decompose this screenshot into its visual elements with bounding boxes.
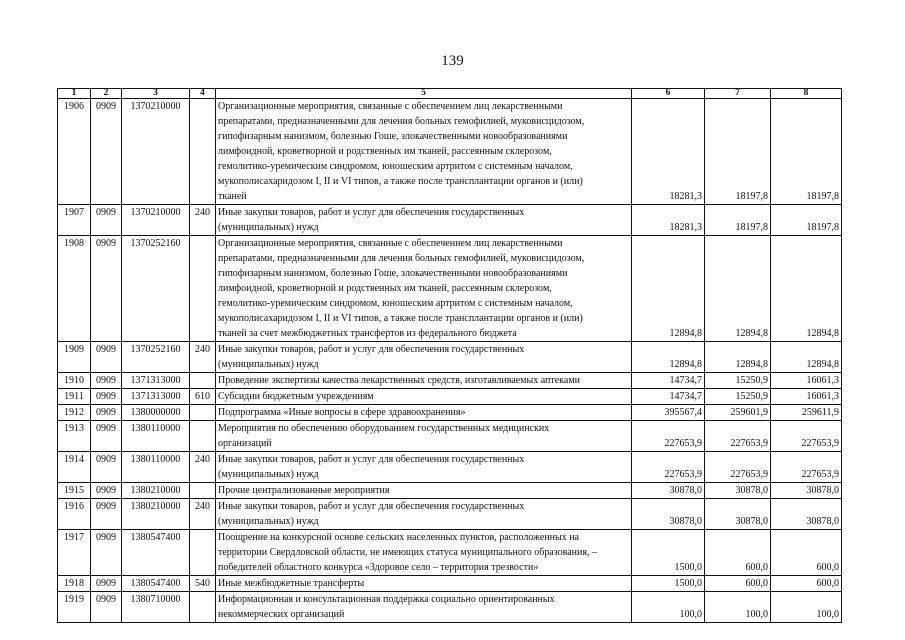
amount-year-1: 12894,8	[632, 342, 705, 373]
amount-year-2: 15250,9	[705, 389, 771, 405]
budget-table	[57, 88, 842, 623]
table-row	[58, 483, 842, 499]
row-number: 1917	[58, 530, 91, 576]
row-number: 1912	[58, 405, 91, 421]
section-code: 0909	[91, 405, 122, 421]
expense-type-code: 240	[190, 499, 216, 530]
section-code: 0909	[91, 205, 122, 236]
amount-year-2: 15250,9	[705, 373, 771, 389]
column-header: 2	[91, 89, 122, 99]
section-code: 0909	[91, 389, 122, 405]
item-name: Иные закупки товаров, работ и услуг для обеспечения государственных (муниципальных) нужд	[216, 342, 632, 373]
target-article-code: 1380110000	[122, 421, 190, 452]
amount-year-2: 12894,8	[705, 342, 771, 373]
amount-year-2: 100,0	[705, 592, 771, 623]
amount-year-1: 30878,0	[632, 483, 705, 499]
amount-year-3: 16061,3	[771, 389, 842, 405]
amount-year-2: 30878,0	[705, 499, 771, 530]
amount-year-1: 30878,0	[632, 499, 705, 530]
expense-type-code: 240	[190, 342, 216, 373]
section-code: 0909	[91, 530, 122, 576]
section-code: 0909	[91, 421, 122, 452]
row-number: 1906	[58, 99, 91, 205]
amount-year-3: 227653,9	[771, 452, 842, 483]
target-article-code: 1380110000	[122, 452, 190, 483]
amount-year-1: 14734,7	[632, 373, 705, 389]
row-number: 1915	[58, 483, 91, 499]
item-name: Мероприятия по обеспечению оборудованием государственных медицинских организаций	[216, 421, 632, 452]
item-name: Иные закупки товаров, работ и услуг для обеспечения государственных (муниципальных) нужд	[216, 205, 632, 236]
section-code: 0909	[91, 576, 122, 592]
expense-type-code: 240	[190, 452, 216, 483]
amount-year-2: 600,0	[705, 576, 771, 592]
amount-year-3: 600,0	[771, 530, 842, 576]
row-number: 1916	[58, 499, 91, 530]
target-article-code: 1380210000	[122, 483, 190, 499]
column-header: 3	[122, 89, 190, 99]
amount-year-3: 18197,8	[771, 205, 842, 236]
item-name: Иные межбюджетные трансферты	[216, 576, 632, 592]
target-article-code: 1370210000	[122, 99, 190, 205]
table-row	[58, 592, 842, 623]
target-article-code: 1380547400	[122, 530, 190, 576]
row-number: 1918	[58, 576, 91, 592]
item-name: Проведение экспертизы качества лекарственных средств, изготавливаемых аптеками	[216, 373, 632, 389]
item-name: Субсидии бюджетным учреждениям	[216, 389, 632, 405]
section-code: 0909	[91, 592, 122, 623]
expense-type-code	[190, 405, 216, 421]
target-article-code: 1370252160	[122, 236, 190, 342]
section-code: 0909	[91, 373, 122, 389]
target-article-code: 1380210000	[122, 499, 190, 530]
expense-type-code	[190, 483, 216, 499]
target-article-code: 1370252160	[122, 342, 190, 373]
table-row	[58, 389, 842, 405]
target-article-code: 1370210000	[122, 205, 190, 236]
expense-type-code: 540	[190, 576, 216, 592]
target-article-code: 1380000000	[122, 405, 190, 421]
expense-type-code	[190, 99, 216, 205]
amount-year-1: 227653,9	[632, 421, 705, 452]
item-name: Информационная и консультационная поддержка социально ориентированных некоммерческих организаций	[216, 592, 632, 623]
section-code: 0909	[91, 499, 122, 530]
amount-year-1: 18281,3	[632, 99, 705, 205]
amount-year-3: 16061,3	[771, 373, 842, 389]
item-name: Организационные мероприятия, связанные с обеспечением лиц лекарственными препаратами, предназначенными для лечения больных гемофилией, муковисцидозом, гипофизарным нанизмом, болезнью Гоше, злокачественными новообразованиями лимфоидной, кроветворной и родственных им тканей, рассеянным склерозом, гемолитико-уремическим синдромом, юношеским артритом с системным началом, мукополисахаридозом I, II и VI типов, а также после трансплантации органов и (или) тканей	[216, 99, 632, 205]
amount-year-2: 227653,9	[705, 421, 771, 452]
section-code: 0909	[91, 342, 122, 373]
table-row	[58, 99, 842, 205]
row-number: 1919	[58, 592, 91, 623]
row-number: 1909	[58, 342, 91, 373]
section-code: 0909	[91, 452, 122, 483]
amount-year-1: 12894,8	[632, 236, 705, 342]
table-row	[58, 421, 842, 452]
header-row	[58, 89, 842, 99]
table-row	[58, 373, 842, 389]
item-name: Иные закупки товаров, работ и услуг для обеспечения государственных (муниципальных) нужд	[216, 452, 632, 483]
row-number: 1908	[58, 236, 91, 342]
amount-year-1: 14734,7	[632, 389, 705, 405]
amount-year-3: 12894,8	[771, 236, 842, 342]
column-header: 1	[58, 89, 91, 99]
amount-year-2: 12894,8	[705, 236, 771, 342]
amount-year-2: 18197,8	[705, 205, 771, 236]
target-article-code: 1371313000	[122, 389, 190, 405]
page-number: 139	[441, 53, 464, 69]
target-article-code: 1380547400	[122, 576, 190, 592]
amount-year-3: 600,0	[771, 576, 842, 592]
column-header: 5	[216, 89, 632, 99]
amount-year-3: 30878,0	[771, 483, 842, 499]
amount-year-2: 259601,9	[705, 405, 771, 421]
amount-year-2: 600,0	[705, 530, 771, 576]
row-number: 1914	[58, 452, 91, 483]
expense-type-code: 240	[190, 205, 216, 236]
expense-type-code: 610	[190, 389, 216, 405]
table-row	[58, 499, 842, 530]
row-number: 1911	[58, 389, 91, 405]
amount-year-2: 18197,8	[705, 99, 771, 205]
amount-year-2: 30878,0	[705, 483, 771, 499]
row-number: 1913	[58, 421, 91, 452]
table-row	[58, 530, 842, 576]
amount-year-3: 18197,8	[771, 99, 842, 205]
expense-type-code	[190, 592, 216, 623]
expense-type-code	[190, 421, 216, 452]
table-row	[58, 205, 842, 236]
amount-year-1: 18281,3	[632, 205, 705, 236]
table-row	[58, 236, 842, 342]
amount-year-1: 1500,0	[632, 576, 705, 592]
amount-year-1: 227653,9	[632, 452, 705, 483]
column-header: 4	[190, 89, 216, 99]
section-code: 0909	[91, 483, 122, 499]
section-code: 0909	[91, 99, 122, 205]
column-header: 7	[705, 89, 771, 99]
item-name: Подпрограмма «Иные вопросы в сфере здравоохранения»	[216, 405, 632, 421]
item-name: Организационные мероприятия, связанные с обеспечением лиц лекарственными препаратами, предназначенными для лечения больных гемофилией, муковисцидозом, гипофизарным нанизмом, болезнью Гоше, злокачественными новообразованиями лимфоидной, кроветворной и родственных им тканей, рассеянным склерозом, гемолитико-уремическим синдромом, юношеским артритом с системным началом, мукополисахаридозом I, II и VI типов, а также после трансплантации органов и (или) тканей за счет межбюджетных трансфертов из федерального бюджета	[216, 236, 632, 342]
section-code: 0909	[91, 236, 122, 342]
expense-type-code	[190, 236, 216, 342]
amount-year-2: 227653,9	[705, 452, 771, 483]
item-name: Иные закупки товаров, работ и услуг для обеспечения государственных (муниципальных) нужд	[216, 499, 632, 530]
item-name: Поощрение на конкурсной основе сельских населенных пунктов, расположенных на территории Свердловской области, не имеющих статуса муниципального образования, – победителей областного конкурса «Здоровое село – территория трезвости»	[216, 530, 632, 576]
row-number: 1910	[58, 373, 91, 389]
table-row	[58, 452, 842, 483]
expense-type-code	[190, 530, 216, 576]
target-article-code: 1371313000	[122, 373, 190, 389]
table-row	[58, 342, 842, 373]
table-row	[58, 405, 842, 421]
amount-year-3: 259611,9	[771, 405, 842, 421]
row-number: 1907	[58, 205, 91, 236]
target-article-code: 1380710000	[122, 592, 190, 623]
amount-year-3: 12894,8	[771, 342, 842, 373]
amount-year-3: 30878,0	[771, 499, 842, 530]
column-header: 8	[771, 89, 842, 99]
amount-year-1: 1500,0	[632, 530, 705, 576]
amount-year-1: 100,0	[632, 592, 705, 623]
table-row	[58, 576, 842, 592]
item-name: Прочие централизованные мероприятия	[216, 483, 632, 499]
amount-year-3: 227653,9	[771, 421, 842, 452]
amount-year-1: 395567,4	[632, 405, 705, 421]
column-header: 6	[632, 89, 705, 99]
amount-year-3: 100,0	[771, 592, 842, 623]
expense-type-code	[190, 373, 216, 389]
